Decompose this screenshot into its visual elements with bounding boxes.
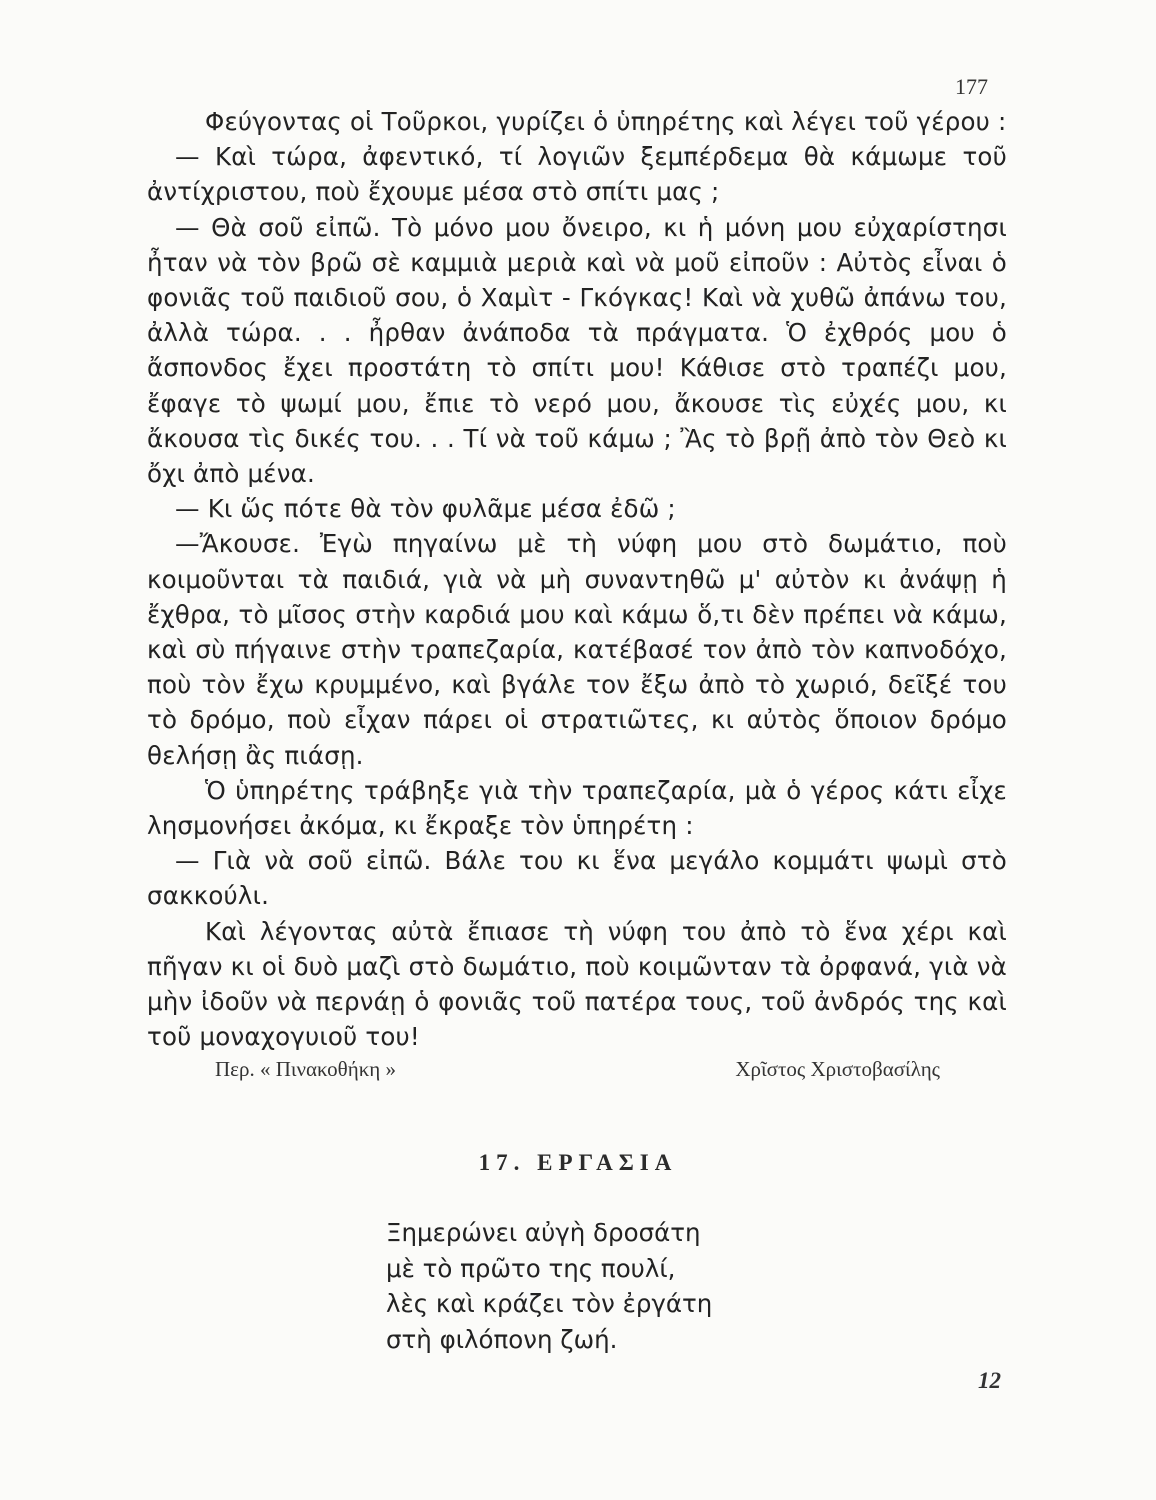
story-text xyxy=(147,104,1007,1054)
source-citation: Περ. « Πινακοθήκη » xyxy=(215,1057,397,1081)
paragraph: — Θὰ σοῦ εἰπῶ. Τὸ μόνο μου ὄνειρο, κι ἡ μόνη μου εὐχαρίστησι ἦταν νὰ τὸν βρῶ σὲ καμμιὰ μεριὰ καὶ νὰ μοῦ εἰποῦν : Αὐτὸς εἶναι ὁ φονιᾶς τοῦ παιδιοῦ σου, ὁ Χαμὶτ - Γκόγκας! Καὶ νὰ χυθῶ ἀπάνω του, ἀλλὰ τώρα. . . ἦρθαν ἀνάποδα τὰ πράγματα. Ὁ ἐχθρός μου ὁ ἄσπονδος ἔχει προστάτη τὸ σπίτι μου! Κάθισε στὸ τραπέζι μου, ἔφαγε τὸ ψωμί μου, ἔπιε τὸ νερό μου, ἄκουσε τὶς εὐχές μου, κι ἄκουσα τὶς δικές του. . . Τί νὰ τοῦ κάμω ; Ἂς τὸ βρῇ ἀπὸ τὸν Θεὸ κι ὄχι ἀπὸ μένα. xyxy=(147,212,1007,489)
paragraph: Καὶ λέγοντας αὐτὰ ἔπιασε τὴ νύφη του ἀπὸ τὸ ἕνα χέρι καὶ πῆγαν κι οἱ δυὸ μαζὶ στὸ δωμάτιο, ποὺ κοιμῶνταν τὰ ὀρφανά, γιὰ νὰ μὴν ἰδοῦν νὰ περνάῃ ὁ φονιᾶς τοῦ πατέρα τους, τοῦ ἀνδρός της καὶ τοῦ μοναχογυιοῦ του! xyxy=(147,916,1007,1052)
paragraph: Ὁ ὑπηρέτης τράβηξε γιὰ τὴν τραπεζαρία, μὰ ὁ γέρος κάτι εἶχε λησμονήσει ἀκόμα, κι ἔκραξε τὸν ὑπηρέτη : xyxy=(147,775,1007,841)
page-number: 177 xyxy=(955,74,988,99)
paragraph: —Ἄκουσε. Ἐγὼ πηγαίνω μὲ τὴ νύφη μου στὸ δωμάτιο, ποὺ κοιμοῦνται τὰ παιδιά, γιὰ νὰ μὴ συναντηθῶ μ' αὐτὸν κι ἀνάψῃ ἡ ἔχθρα, τὸ μῖσος στὴν καρδιά μου καὶ κάμω ὅ,τι δὲν πρέπει νὰ κάμω, καὶ σὺ πήγαινε στὴν τραπεζαρία, κατέβασέ τον ἀπὸ τὸν καπνοδόχο, ποὺ τὸν ἔχω κρυμμένο, καὶ βγάλε τον ἔξω ἀπὸ τὸ χωριό, δεῖξέ του τὸ δρόμο, ποὺ εἶχαν πάρει οἱ στρατιῶτες, κι αὐτὸς ὅποιον δρόμο θελήσῃ ἂς πιάσῃ. xyxy=(147,529,1007,770)
poem-line: λὲς καὶ κράζει τὸν ἐργάτη xyxy=(386,1289,713,1318)
paragraph: — Καὶ τώρα, ἀφεντικό, τί λογιῶν ξεμπέρδεμα θὰ κάμωμε τοῦ ἀντίχριστου, ποὺ ἔχουμε μέσα στὸ σπίτι μας ; xyxy=(147,142,1007,207)
attribution xyxy=(215,1057,940,1082)
poem xyxy=(386,1215,712,1357)
poem-line: στὴ φιλόπονη ζωή. xyxy=(386,1324,618,1354)
poem-line: μὲ τὸ πρῶτο της πουλί, xyxy=(386,1253,676,1283)
section-title: 17. ΕΡΓΑΣΙΑ xyxy=(478,1150,678,1175)
paragraph: Φεύγοντας οἱ Τοῦρκοι, γυρίζει ὁ ὑπηρέτης καὶ λέγει τοῦ γέρου : xyxy=(205,107,1007,136)
paragraph: — Γιὰ νὰ σοῦ εἰπῶ. Βάλε του κι ἕνα μεγάλο κομμάτι ψωμὶ στὸ σακκούλι. xyxy=(147,846,1007,911)
author-name: Χρῖστος Χριστοβασίλης xyxy=(735,1057,940,1081)
poem-line: Ξημερώνει αὐγὴ δροσάτη xyxy=(386,1218,701,1247)
paragraph: — Κι ὥς πότε θὰ τὸν φυλᾶμε μέσα ἐδῶ ; xyxy=(175,494,676,524)
signature-mark: 12 xyxy=(978,1368,1001,1393)
